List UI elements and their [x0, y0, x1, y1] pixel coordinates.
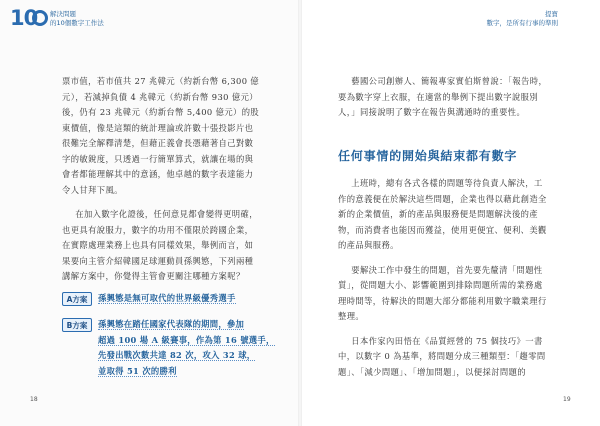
paragraph: 要解決工作中發生的問題，首先要先釐清「問題性質」，從問題大小、影響範圍到排除問題所需的業務處理時間等，待解決的問題大部分都能利用數字職業理行整理。 — [338, 264, 547, 321]
option-b-line: 孫興慜在踏任國家代表隊的期間，參加 — [98, 319, 245, 329]
option-a — [62, 292, 272, 310]
logo-ring-icon — [32, 10, 48, 26]
header-left-line1: 解決問題 — [50, 10, 76, 18]
paragraph: 票市值，若市值共 27 兆韓元（約新台幣 6,300 億元），若減掉負債 4 兆韓元（約新台幣 930 億元）後，仍有 23 兆韓元（約新台幣 5,400 億元）的股東價值，像是這類的統計理論或許數十張投影片也很難完全解釋清楚，但藉正義會長憑藉著自己對數字的敏銳度，只透過一行簡單算式，就讓在場的與會者都能理解其中的意涵，他卓越的數字表達能力令人甘拜下風。 — [62, 76, 260, 195]
option-b-line: 並取得 51 次的勝利 — [98, 365, 177, 376]
logo-number: 10 — [10, 6, 38, 30]
option-b — [62, 318, 282, 388]
paragraph: 藝國公司創辦人、簡報專家實伯斯曾說：「報告時，要為數字穿上衣服，在適當的舉例下提出數字說服別人，」同接說明了數字在報告與溝通時的重要性。 — [338, 76, 548, 117]
left-page-number: 18 — [30, 396, 38, 403]
running-header-right — [487, 10, 559, 28]
option-b-text — [98, 317, 275, 379]
option-b-line: 超過 100 場 A 級賽事，作為第 16 號選手， — [98, 334, 275, 345]
paragraph: 上班時，總有各式各樣的問題等待負責人解決，工作的意義便在於解決這些問題，企業也得以藉此創造全新的企業價值，新的產品與服務便是問題解決後的產物，而消費者也能因而獲益，使用更便宜、便利、美觀的產品與服務。 — [338, 178, 547, 250]
left-body-text — [62, 74, 262, 294]
running-header-left — [50, 10, 104, 28]
section-title: 任何事情的開始與結束都有數字 — [338, 149, 518, 163]
option-b-line: 先發出戰次數共達 82 次，攻入 32 球， — [98, 350, 256, 360]
header-right-line2: 數字，是所有行事的準則 — [486, 19, 558, 27]
option-b-tag: B方案 — [62, 318, 92, 332]
right-body-text — [338, 176, 548, 389]
header-left-line2: 的10個數字工作法 — [50, 19, 104, 27]
series-logo — [10, 8, 54, 32]
paragraph: 在加入數字化證後，任何意見都會變得更明確，也更具有說服力，數字的功用不僅限於跨國企業，在實際處理業務上也具有同樣效果，舉例而言，如果要向主管介紹韓國足球運動員孫興慜，下列兩種講解方案中，你覺得主管會更關注哪種方案呢？ — [62, 209, 258, 281]
right-intro-text — [338, 74, 548, 130]
right-page-number: 19 — [563, 396, 571, 403]
header-right-line1: 提寶 — [545, 10, 558, 18]
option-a-text: 孫興慜是無可取代的世界級優秀選手 — [98, 293, 236, 303]
option-a-tag: A方案 — [62, 292, 92, 306]
book-gutter — [298, 0, 302, 426]
paragraph: 日本作家內田悟在《品質經營的 75 個技巧》一書中，以數字 0 為基準，將問題分成三種類型：「趨零問題」、「減少問題」、「增加問題」，以便採討問題的 — [338, 335, 546, 377]
